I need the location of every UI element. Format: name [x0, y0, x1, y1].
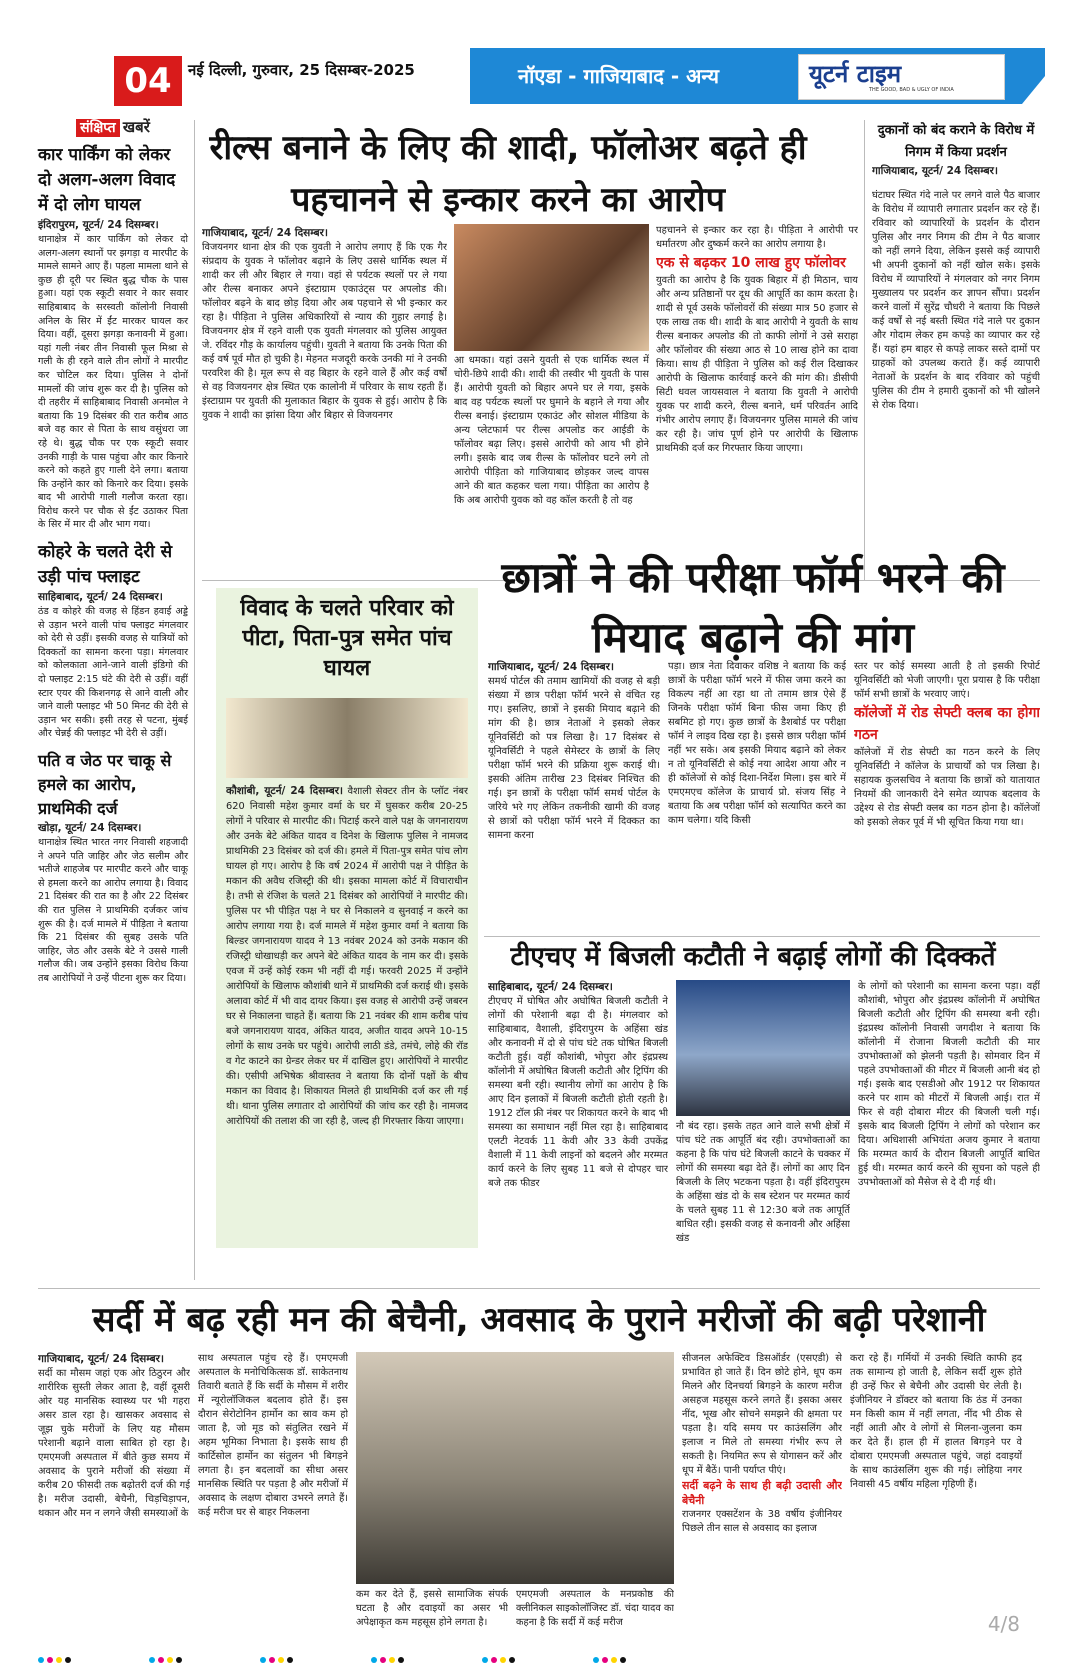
- winter-body-1: सर्दी का मौसम जहां एक ओर ठिठुरन और शारीरिक सुस्ती लेकर आता है, वहीं दूसरी ओर यह मानसिक स्वास्थ्य पर भी गहरा असर डाल रहा है। खासकर अवसाद से जूझ चुके मरीजों के लिए यह मौसम परेशानी बढ़ाने वाला साबित हो रहा है। एमएमजी अस्पताल में बीते कुछ समय में अवसाद के पुराने मरीजों की संख्या में करीब 20 फीसदी तक बढ़ोतरी दर्ज की गई है। मरीज उदासी, बेचैनी, चिड़चिड़ापन, थकान और मन न लगने जैसी समस्याओं के: [38, 1368, 190, 1519]
- worried-man-photo: [356, 1352, 674, 1584]
- students-col-2: [668, 660, 846, 932]
- lead-body-3b: युवती का आरोप है कि युवक बिहार में ही मिठान, चाय और अन्य प्रतिष्ठानों पर दूध की आपूर्ति का काम करता है। शादी से पूर्व उसके फॉलोवरों की संख्या मात्र 50 हजार से एक लाख तक थी। शादी के बाद आरोपी ने युवती के साथ रील्स बनाकर अपलोड की तो काफी लोगों ने उसे सराहा और फॉलोवर की संख्या आठ से 10 लाख होने का दावा किया। साथ ही पीड़िता ने पुलिस को कई रील दिखाकर आरोपी के खिलाफ कार्रवाई करने की मांग की। डीसीपी सिटी धवल जायसवाल ने बताया कि युवती ने आरोपी युवक पर शादी करने, रील्स बनाने, धर्म परिवर्तन आदि गंभीर आरोप लगाए हैं। विजयनगर पुलिस मामले की जांच कर रही है। जांच पूर्ण होने पर आरोपी के खिलाफ प्राथमिकी दर्ज कर गिरफ्तार किया जाएगा।: [656, 275, 858, 454]
- logo-text: यूटर्न टाइम: [809, 60, 902, 88]
- section-rule: [484, 936, 1040, 937]
- winter-body-6: करा रहे हैं। गर्मियों में उनकी स्थिति काफी हद तक सामान्य हो जाती है, लेकिन सर्दी शुरू होते ही उन्हें फिर से बेचैनी और उदासी घेर लेती है। इंजीनियर ने डॉक्टर को बताया कि ठंड में उनका मन किसी काम में नहीं लगता, नींद भी ठीक से नहीं आती और वे लोगों से मिलना-जुलना कम कर देते हैं। हाल ही में हालत बिगड़ने पर वे दोबारा एमएमजी अस्पताल पहुंचे, जहां दवाइयों के साथ काउंसलिंग शुरू की गई। लोहिया नगर निवासी 45 वर्षीय महिला गृहिणी हैं।: [850, 1353, 1022, 1490]
- logo-tagline: THE GOOD, BAD & UGLY OF INDIA: [869, 87, 954, 93]
- winter-col-1: [38, 1352, 190, 1644]
- section-title: नॉएडा - गाजियाबाद - अन्य: [518, 64, 719, 88]
- lead-col-3: [656, 224, 858, 576]
- brief-2-dateline: साहिबाबाद, यूटर्न/ 24 दिसम्बर।: [38, 591, 163, 604]
- power-body-2: नौ बंद रहा। इसके तहत आने वाले सभी क्षेत्रों में पांच घंटे तक आपूर्ति बंद रही। उपभोक्ताओं का कहना है कि पांच घंटे बिजली काटने के चक्कर में लोगों की समस्या बढ़ा देते हैं। लोगों का आए दिन बिजली के लिए भटकना पड़ता है। वहीं इंदिरापुरम के अहिंसा खंड दो के सब स्टेशन पर मरम्मत कार्य के चलते सुबह 11 से 12:30 बजे तक आपूर्ति बाधित रही। इसकी वजह से कनावनी और अहिंसा खंड: [676, 1121, 850, 1244]
- brief-2-title: कोहरे के चलते देरी से उड़ी पांच फ्लाइट: [38, 542, 173, 588]
- brief-tag-2: खबरें: [122, 118, 150, 136]
- winter-body-5b: राजनगर एक्सटेंशन के 38 वर्षीय इंजीनियर पिछले तीन साल से अवसाद का इलाज: [682, 1509, 842, 1534]
- winter-col-3: [356, 1588, 508, 1644]
- brief-1-dateline: इंदिरापुरम, यूटर्न/ 24 दिसम्बर।: [38, 219, 159, 231]
- winter-col-6: [850, 1352, 1022, 1644]
- winter-col-4: [516, 1588, 674, 1644]
- brief-tag: संक्षिप्त: [76, 119, 119, 137]
- page-indicator: 4/8: [987, 1612, 1020, 1636]
- family-box: [216, 588, 478, 1248]
- family-body: वैशाली सेक्टर तीन के प्लॉट नंबर 620 निवासी महेश कुमार वर्मा के घर में घुसकर करीब 20-25 लोगों ने परिवार से मारपीट की। पिटाई करने वाले पक्ष के जगनारायण और उनके बेटे अंकित यादव व दिनेश के खिलाफ पुलिस ने नामजद प्राथमिकी 23 दिसंबर को दर्ज की। हमले में पिता-पुत्र समेत पांच लोग घायल हो गए। आरोप है कि वर्ष 2024 में आरोपी पक्ष ने पीड़ित के मकान की अवैध रजिस्ट्री की थी। इसका मामला कोर्ट में विचाराधीन है। तभी से रंजिश के चलते 21 दिसंबर को आरोपियों ने मारपीट की। पुलिस पर भी पीड़ित पक्ष ने घर से निकालने व सुनवाई न करने का आरोप लगाया गया है। दर्ज मामले में महेश कुमार वर्मा ने बताया कि बिल्डर जगनारायण यादव ने 13 नवंबर 2024 को उनके मकान की रजिस्ट्री धोखाधड़ी कर अपने बेटे अंकित यादव के नाम कर दी। इसके एवज में उन्हें कोई रकम भी नहीं दी गई। फरवरी 2025 में उन्होंने आरोपियों के खिलाफ कौशांबी थाने में प्राथमिकी दर्ज कराई थी। इसके अलावा कोर्ट में भी वाद दायर किया। इस वजह से आरोपी उन्हें जबरन घर से निकालना चाहते हैं। बताया कि 21 नवंबर की शाम करीब पांच बजे जगनारायण यादव, अंकित यादव, अजीत यादव अपने 10-15 लोगों के साथ उनके घर पहुंचे। आरोपी लाठी डंडे, तमंचे, लोहे की रॉड व गेट काटने का ग्रेन्डर लेकर घर में दाखिल हुए। आरोपियों ने मारपीट की। एसीपी अभिषेक श्रीवास्तव ने बताया कि दोनों पक्षों के बीच मकान का विवाद है। शिकायत मिलते ही प्राथमिकी दर्ज कर ली गई थी। थाना पुलिस लगातार दो आरोपियों की जांच कर रही है। नामजद आरोपियों की तलाश की जा रही है, जल्द ही गिरफ्तार किया जाएगा।: [226, 786, 468, 1127]
- power-col-2: [676, 1120, 850, 1280]
- power-body-3: के लोगों को परेशानी का सामना करना पड़ा। वहीं कौशांबी, भोपुरा और इंद्रप्रस्थ कॉलोनी में अघोषित बिजली कटौती और ट्रिपिंग की समस्या बनी रही। इंद्रप्रस्थ कॉलोनी निवासी जगदीश ने बताया कि कॉलोनी में रोजाना बिजली कटौती की मार उपभोक्ताओं को झेलनी पड़ती है। सोमवार दिन में पहले उपभोक्ताओं की मीटर में बिजली आनी बंद हो गई। इसके बाद एसडीओ और 1912 पर शिकायत करने पर शाम को मीटरों में बिजली आई। रात में फिर से वही दोबारा मीटर की बिजली चली गई। इसके बाद बिजली ट्रिपिंग ने लोगों को परेशान कर दिया। अधिशासी अभियंता अजय कुमार ने बताया कि मरम्मत कार्य के दौरान बिजली आपूर्ति बाधित हुई थी। मरम्मत कार्य करने की सूचना को पहले ही उपभोक्ताओं को मैसेज से दे दी गई थी।: [858, 981, 1040, 1188]
- winter-subhead: सर्दी बढ़ने के साथ ही बढ़ी उदासी और बेचैनी: [682, 1479, 842, 1507]
- lead-headline: रील्स बनाने के लिए की शादी, फॉलोअर बढ़ते ही पहचानने से इन्कार करने का आरोप: [209, 128, 807, 220]
- lead-dateline: गाजियाबाद, यूटर्न/ 24 दिसम्बर।: [202, 227, 328, 239]
- brief-3-body: थानाक्षेत्र स्थित भारत नगर निवासी शहजादी ने अपने पति जाहिर और जेठ सलीम और भतीजे शाहजेब पर मारपीट करने और चाकू से हमला करने का आरोप लगाया है। विवाद 21 दिसंबर की रात का है और 22 दिसंबर की रात पुलिस ने प्राथमिकी दर्जकर जांच शुरू की है। दर्ज मामले में पीड़िता ने बताया कि 21 दिसंबर की सुबह उसके पति जाहिर, जेठ और उसके बेटे ने उससे गाली गलौज की। जब उन्होंने इसका विरोध किया तब आरोपियों ने उन्हें पीटना शुरू कर दिया।: [38, 837, 188, 984]
- paper-logo: [798, 54, 1005, 100]
- lead-col-2: [454, 354, 649, 576]
- assault-sketch-image: [226, 698, 468, 778]
- lead-col-1: [202, 226, 447, 576]
- students-col-3: [854, 660, 1040, 932]
- students-body-1: समर्थ पोर्टल की तमाम खामियों की वजह से बड़ी संख्या में छात्र परीक्षा फॉर्म भरने से वंचित रह गए। इसलिए, छात्रों ने इसकी मियाद बढ़ाने की मांग की है। छात्र नेताओं ने इसको लेकर यूनिवर्सिटी को पत्र लिखा है। 17 दिसंबर से यूनिवर्सिटी ने पहले सेमेस्टर के छात्रों के लिए परीक्षा फॉर्म भरने की प्रक्रिया शुरू कराई थी। इसकी अंतिम तारीख 23 दिसंबर निश्चित की गई। इन छात्रों के परीक्षा फॉर्म समर्थ पोर्टल के जरिये भरे गए लेकिन तकनीकी खामी की वजह से छात्रों को परीक्षा फॉर्म भरने में दिक्कत का सामना करना: [488, 676, 660, 841]
- wedding-hands-photo: [454, 224, 649, 351]
- power-dateline: साहिबाबाद, यूटर्न/ 24 दिसम्बर।: [488, 981, 613, 993]
- lead-body-1: विजयनगर थाना क्षेत्र की एक युवती ने आरोप लगाए हैं कि एक गैर संप्रदाय के युवक ने फॉलोवर बढ़ाने के लिए उससे धार्मिक स्थल में शादी कर ली और बिहार ले गया। वहां से पर्यटक स्थलों पर ले गया और रील्स बनाकर अपने इंस्टाग्राम एकाउंट्स पर अपलोड की। फॉलोवर बढ़ने के बाद छोड़ दिया और अब पहचाने से भी इन्कार कर रहा है। पीड़िता ने पुलिस अधिकारियों से न्याय की गुहार लगाई है। विजयनगर क्षेत्र में रहने वाली एक युवती मंगलवार को पुलिस आयुक्त जे. रविंदर गौड़ के कार्यालय पहुंची। युवती ने बताया कि उनके पिता की कई वर्ष पूर्व मौत हो चुकी है। मेहनत मजदूरी करके उनकी मां ने उनकी परवरिश की है। मूल रूप से वह बिहार के रहने वाले हैं और कई वर्षों से वह विजयनगर क्षेत्र स्थित एक कालोनी में परिवार के साथ रहती हैं। इंस्टाग्राम पर युवती की मुलाकात बिहार के युवक से हुई। आरोप है कि युवक ने शादी का झांसा दिया और बिहार से विजयनगर: [202, 242, 447, 421]
- power-tower-photo: [676, 980, 850, 1116]
- winter-body-4: एमएमजी अस्पताल के मनप्रकोष्ठ की क्लीनिकल साइकोलॉजिस्ट डॉ. चंदा यादव का कहना है कि सर्दी में कई मरीज: [516, 1589, 674, 1628]
- power-body-1: टीएचए में घोषित और अघोषित बिजली कटौती ने लोगों की परेशानी बढ़ा दी है। मंगलवार को साहिबाबाद, वैशाली, इंदिरापुरम के अहिंसा खंड और कनावनी में दो से पांच घंटे तक घोषित बिजली कटौती हुई। वहीं कौशांबी, भोपुरा और इंद्रप्रस्थ कॉलोनी में अघोषित बिजली कटौती और ट्रिपिंग की समस्या बनी रही। स्थानीय लोगों का आरोप है कि आए दिन इलाकों में बिजली कटौती होती रहती है। 1912 टॉल फ्री नंबर पर शिकायत करने के बाद भी समस्या का समाधान नहीं मिल रहा है। साहिबाबाद एलटी नेटवर्क 11 केवी और 33 केवी उपकेंद्र वैशाली में 11 केवी लाइनों को बदलने और मरम्मत कार्य करने के लिए सुबह 11 बजे से दोपहर चार बजे तक फीडर: [488, 996, 668, 1189]
- family-dateline: कौशांबी, यूटर्न/ 24 दिसम्बर।: [226, 785, 343, 797]
- brief-2-body: ठंड व कोहरे की वजह से हिंडन हवाई अड्डे से उड़ान भरने वाली पांच फ्लाइट मंगलवार को देरी से उड़ीं। इसकी वजह से यात्रियों को दिक्कतों का सामना करना पड़ा। मंगलवार को कोलकाता आने-जाने वाली इंडिगो की दो फ्लाइट 2:15 घंटे की देरी से उड़ीं। वहीं स्टार एयर की किशनगढ़ से आने वाली और जाने वाली फ्लाइट भी 50 मिनट की देरी से उड़ान भर सकी। इसी तरह से पटना, मुंबई और चेन्नई की फ्लाइट भी देरी से उड़ीं।: [38, 606, 188, 740]
- lead-subhead: एक से बढ़कर 10 लाख हुए फॉलोवर: [656, 255, 846, 271]
- issue-date: नई दिल्ली, गुरुवार, 25 दिसम्बर-2025: [188, 61, 415, 79]
- column-rule: [864, 120, 865, 580]
- page-number: 04: [114, 56, 182, 106]
- shops-story: [872, 120, 1040, 576]
- students-headline: छात्रों ने की परीक्षा फॉर्म भरने की मियाद बढ़ाने की मांग: [501, 553, 1005, 662]
- students-col-1: [488, 660, 660, 932]
- power-col-3: [858, 980, 1040, 1280]
- family-text: [226, 784, 468, 1244]
- students-subhead: कॉलेजों में रोड सेफ्टी क्लब का होगा गठन: [854, 705, 1040, 743]
- brief-1-body: थानाक्षेत्र में कार पार्किंग को लेकर दो अलग-अलग स्थानों पर झगड़ा व मारपीट के मामले सामने आए हैं। पहला मामला थाने से कुछ ही दूरी पर स्थित बुद्ध चौक के पास हुआ। यहां एक स्कूटी सवार ने कार सवार साहिबाबाद के सरस्वती कॉलोनी निवासी अनिल के सिर में ईंट मारकर घायल कर दिया। वहीं, दूसरा झगड़ा कनावनी में हुआ। यहां गली नंबर तीन निवासी फूल मिश्रा से गली के ही रहने वाले तीन लोगों ने मारपीट कर चोटिल कर दिया। पुलिस ने दोनों मामलों की जांच शुरू कर दी है। पुलिस को दी तहरीर में साहिबाबाद निवासी अनमोल ने बताया कि 19 दिसंबर की रात करीब आठ बजे वह कार से पिता के साथ वसुंधरा जा रहे थे। बुद्ध चौक पर एक स्कूटी सवार उनकी गाड़ी के पास पहुंचा और कार किनारे करने को कहते हुए गाली देने लगा। बताया कि उन्होंने कार को किनारे कर दिया। इसके बाद भी आरोपी गाली गलौज करता रहा। विरोध करने पर चौक से ईंट उठाकर पिता के सिर में मार दी और भाग गया।: [38, 234, 188, 531]
- brief-column: [38, 120, 188, 986]
- print-registration-marks: [38, 1648, 1040, 1662]
- shops-body: घंटाघर स्थित गंदे नाले पर लगने वाले पैठ बाजार के विरोध में व्यापारी लगातार प्रदर्शन कर रहे हैं। रविवार को व्यापारियों के प्रदर्शन के दौरान पुलिस और नगर निगम की टीम ने पैठ बाजार को नहीं लगने दिया, लेकिन इससे कई व्यापारी भी अपनी दुकानों को नहीं खोल सके। इसके विरोध में व्यापारियों ने मंगलवार को नगर निगम मुख्यालय पर प्रदर्शन कर ज्ञापन सौंपा। प्रदर्शन करने वालों में सुरेंद्र चौधरी ने बताया कि पिछले कई वर्षों से नई बस्ती स्थित गंदे नाले पर दुकान और गोदाम लेकर हम कपड़े का व्यापार कर रहे हैं। यहां हम बाहर से कपड़े लाकर सस्ते दामों पर ग्राहकों को उपलब्ध कराते हैं। कई व्यापारी नेताओं के प्रदर्शन के बाद रविवार को पहुंची पुलिस की टीम ने हमारी दुकानों को भी खोलने से रोक दिया।: [872, 190, 1040, 411]
- winter-col-5: [682, 1352, 842, 1644]
- brief-3-dateline: खोड़ा, यूटर्न/ 24 दिसम्बर।: [38, 822, 142, 834]
- lead-body-3a: पहचानने से इन्कार कर रहा है। पीड़िता ने आरोपी पर धर्मांतरण और दुष्कर्म करने का आरोप लगाया है।: [656, 225, 858, 250]
- winter-body-5a: सीजनल अफेक्टिव डिसऑर्डर (एसएडी) से प्रभावित हो जाते हैं। दिन छोटे होने, धूप कम मिलने और दिनचर्या बिगड़ने के कारण मरीज असहज महसूस करने लगते हैं। इसका असर नींद, भूख और सोचने समझने की क्षमता पर पड़ता है। यदि समय पर काउंसलिंग और इलाज न मिले तो समस्या गंभीर रूप ले सकती है। नियमित रूप से योगासन करें और धूप में बैठें। पानी पर्याप्त पीएं।: [682, 1353, 842, 1476]
- students-dateline: गाजियाबाद, यूटर्न/ 24 दिसम्बर।: [488, 661, 614, 673]
- students-body-3b: कॉलेजों में रोड सेफ्टी का गठन करने के लिए यूनिवर्सिटी ने कॉलेज के प्राचार्यों को पत्र लिखा है। सहायक कुलसचिव ने बताया कि छात्रों को यातायात नियमों की जानकारी देने समेत व्यापक बदलाव के उद्देश्य से रोड सेफ्टी क्लब का गठन होना है। कॉलेजों को इसको लेकर पूर्व में भी सूचित किया गया था।: [854, 747, 1040, 828]
- brief-3-title: पति व जेठ पर चाकू से हमले का आरोप, प्राथमिकी दर्ज: [38, 751, 172, 818]
- power-col-1: [488, 980, 668, 1280]
- masthead: [38, 48, 1040, 104]
- winter-col-2: [198, 1352, 348, 1644]
- brief-1-title: कार पार्किंग को लेकर दो अलग-अलग विवाद में दो लोग घायल: [38, 145, 176, 215]
- family-title: विवाद के चलते परिवार को पीटा, पिता-पुत्र समेत पांच घायल: [240, 596, 454, 681]
- students-body-2: पड़ा। छात्र नेता दिवाकर वशिष्ठ ने बताया कि कई छात्रों के परीक्षा फॉर्म भरने में फीस जमा करने का विकल्प नहीं आ रहा था तो तमाम छात्र ऐसे हैं जिनके परीक्षा फॉर्म बिना फीस जमा किए ही सबमिट हो गए। कुछ छात्रों के डैशबोर्ड पर परीक्षा फॉर्म ने लाइव दिख रहा है। इससे छात्र परीक्षा फॉर्म नहीं भर सके। अब इसकी मियाद बढ़ाने को लेकर न तो यूनिवर्सिटी से कोई नया आदेश आया और न ही कॉलेजों से कोई दिशा-निर्देश मिला। इस बारे में एमएमएच कॉलेज के प्राचार्य प्रो. संजय सिंह ने बताया कि अब परीक्षा फॉर्म को सत्यापित करने का काम चलेगा। यदि किसी: [668, 661, 846, 826]
- winter-headline: सर्दी में बढ़ रही मन की बेचैनी, अवसाद के पुराने मरीजों की बढ़ी परेशानी: [92, 1300, 986, 1340]
- power-headline: टीएचए में बिजली कटौती ने बढ़ाई लोगों की दिक्कतें: [510, 942, 996, 972]
- winter-body-3: कम कर देते हैं, इससे सामाजिक संपर्क घटता है और दवाइयों का असर भी अपेक्षाकृत कम महसूस होने लगता है।: [356, 1589, 508, 1628]
- shops-dateline: गाजियाबाद, यूटर्न/ 24 दिसम्बर।: [872, 165, 998, 177]
- column-rule: [194, 120, 195, 1280]
- section-rule: [38, 1288, 1040, 1289]
- shops-title: दुकानों को बंद कराने के विरोध में निगम में किया प्रदर्शन: [877, 123, 1035, 160]
- winter-dateline: गाजियाबाद, यूटर्न/ 24 दिसम्बर।: [38, 1353, 164, 1365]
- winter-body-2: साथ अस्पताल पहुंच रहे हैं। एमएमजी अस्पताल के मनोचिकित्सक डॉ. साकेतनाथ तिवारी बताते हैं कि सर्दी के मौसम में शरीर में न्यूरोलॉजिकल बदलाव होते हैं। इस दौरान सेरोटोनिन हार्मोन का स्राव कम हो जाता है, जो मूड को संतुलित रखने में अहम भूमिका निभाता है। इसके साथ ही कार्टिसोल हार्मोन का संतुलन भी बिगड़ने लगता है। इन बदलावों का सीधा असर मानसिक स्थिति पर पड़ता है और मरीजों में अवसाद के लक्षण दोबारा उभरने लगते हैं। कई मरीज घर से बाहर निकलना: [198, 1353, 348, 1518]
- students-body-3a: स्तर पर कोई समस्या आती है तो इसकी रिपोर्ट यूनिवर्सिटी को भेजी जाएगी। पूरा प्रयास है कि परीक्षा फॉर्म सभी छात्रों के भरवाए जाएं।: [854, 661, 1040, 700]
- lead-body-2: आ धमका। यहां उसने युवती से एक धार्मिक स्थल में चोरी-छिपे शादी की। शादी की तस्वीर भी युवती के पास हैं। आरोपी युवती को बिहार अपने घर ले गया, इसके बाद वह पर्यटक स्थलों पर घुमाने के बहाने ले गया और रील्स बनाई। इंस्टाग्राम एकाउंट और सोशल मीडिया के अन्य प्लेटफार्म पर रील्स अपलोड कर आईडी के फॉलोवर बढ़ा लिए। इससे आरोपी को आय भी होने लगी। इसके बाद जब रील्स के फॉलोवर घटने लगे तो आरोपी पीड़िता को गाजियाबाद छोड़कर जल्द वापस आने की बात कहकर चला गया। पीड़िता का आरोप है कि अब आरोपी युवक को वह कॉल करती है तो वह: [454, 355, 649, 506]
